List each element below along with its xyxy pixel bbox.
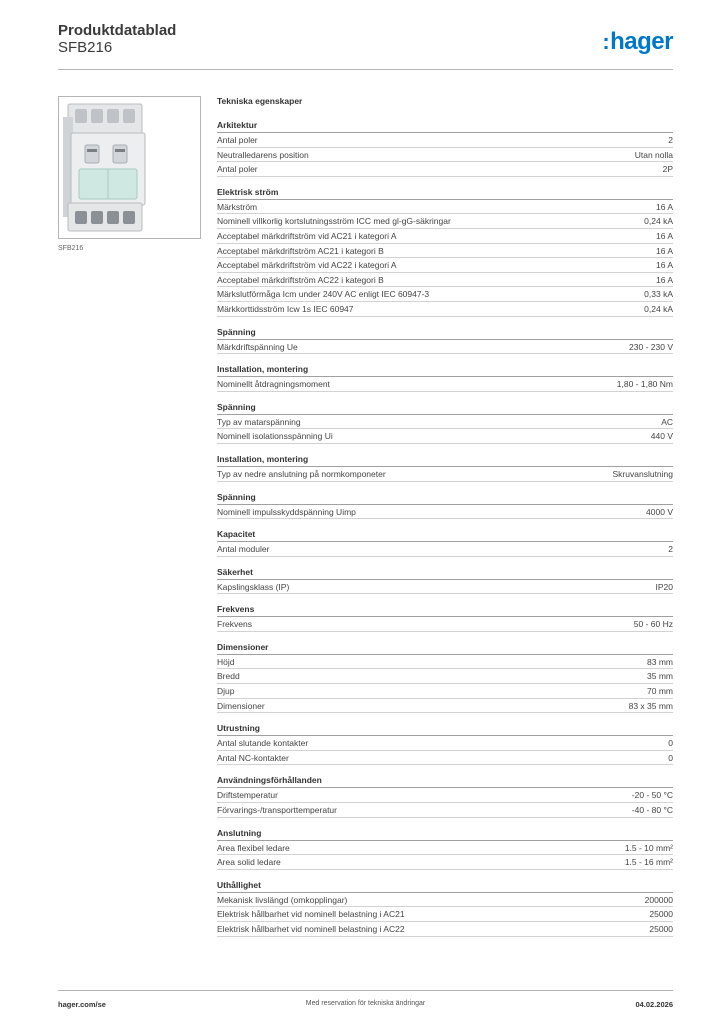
spec-section bbox=[217, 880, 673, 937]
spec-label: Typ av nedre anslutning på normkomponeter bbox=[217, 468, 386, 479]
spec-row bbox=[217, 505, 673, 520]
spec-value: 0 bbox=[668, 738, 673, 749]
spec-section bbox=[217, 492, 673, 520]
spec-label: Dimensioner bbox=[217, 700, 265, 711]
hager-logo bbox=[602, 28, 673, 56]
spec-label: Frekvens bbox=[217, 619, 252, 630]
switch-device-illustration bbox=[59, 97, 200, 238]
spec-section-title: Spänning bbox=[217, 402, 673, 415]
spec-section-title: Utrustning bbox=[217, 723, 673, 736]
spec-row bbox=[217, 229, 673, 244]
spec-value: 1,80 - 1,80 Nm bbox=[616, 379, 673, 390]
spec-row bbox=[217, 736, 673, 751]
spec-value: 440 V bbox=[650, 431, 673, 442]
spec-label: Antal slutande kontakter bbox=[217, 738, 309, 749]
spec-row bbox=[217, 751, 673, 766]
spec-value: AC bbox=[661, 416, 673, 427]
spec-value: 50 - 60 Hz bbox=[633, 619, 673, 630]
spec-label: Märkström bbox=[217, 201, 258, 212]
spec-row bbox=[217, 803, 673, 818]
spec-label: Mekanisk livslängd (omkopplingar) bbox=[217, 894, 348, 905]
spec-row bbox=[217, 377, 673, 392]
spec-label: Acceptabel märkdriftström AC21 i kategori B bbox=[217, 245, 384, 256]
spec-row bbox=[217, 669, 673, 684]
spec-value: 2 bbox=[668, 135, 673, 145]
spec-value: 230 - 230 V bbox=[629, 341, 673, 352]
spec-value: 16 A bbox=[655, 201, 673, 212]
spec-section bbox=[217, 327, 673, 355]
image-caption: SFB216 bbox=[58, 245, 84, 252]
spec-row bbox=[217, 302, 673, 317]
spec-section-title: Installation, montering bbox=[217, 454, 673, 467]
spec-label: Elektrisk hållbarhet vid nominell belastning i AC22 bbox=[217, 924, 405, 934]
spec-value: 0 bbox=[668, 752, 673, 763]
spec-label: Area solid ledare bbox=[217, 857, 281, 868]
spec-section-title: Installation, montering bbox=[217, 364, 673, 377]
page-footer bbox=[58, 990, 673, 1015]
spec-value: 70 mm bbox=[647, 686, 673, 697]
footer-disclaimer: Med reservation för tekniska ändringar bbox=[305, 1000, 426, 1007]
footer-website: hager.com/se bbox=[58, 1000, 106, 1009]
spec-label: Area flexibel ledare bbox=[217, 842, 290, 853]
spec-label: Märkslutförmåga Icm under 240V AC enligt IEC 60947-3 bbox=[217, 289, 430, 300]
spec-section bbox=[217, 529, 673, 557]
spec-row bbox=[217, 200, 673, 215]
logo-dots-icon: : bbox=[602, 29, 610, 54]
spec-label: Nominell isolationsspänning Ui bbox=[217, 431, 333, 442]
spec-label: Neutralledarens position bbox=[217, 149, 309, 160]
spec-label: Acceptabel märkdriftström vid AC22 i kategori A bbox=[217, 260, 397, 271]
spec-value: 35 mm bbox=[647, 671, 673, 682]
spec-section-title: Dimensioner bbox=[217, 642, 673, 655]
spec-label: Nominell impulsskyddspänning Uimp bbox=[217, 506, 356, 517]
spec-section bbox=[217, 723, 673, 765]
spec-section bbox=[217, 454, 673, 482]
spec-row bbox=[217, 893, 673, 908]
spec-row bbox=[217, 580, 673, 595]
spec-value: 200000 bbox=[644, 894, 673, 905]
spec-value: Skruvanslutning bbox=[612, 468, 673, 479]
spec-section bbox=[217, 364, 673, 392]
spec-row bbox=[217, 907, 673, 922]
spec-row bbox=[217, 214, 673, 229]
spec-row bbox=[217, 162, 673, 177]
spec-label: Driftstemperatur bbox=[217, 790, 278, 801]
product-image bbox=[58, 96, 201, 239]
spec-value: 4000 V bbox=[646, 506, 673, 517]
spec-label: Djup bbox=[217, 686, 235, 697]
spec-row bbox=[217, 467, 673, 482]
logo-text: hager bbox=[610, 28, 673, 55]
spec-value: 25000 bbox=[649, 909, 673, 920]
spec-label: Bredd bbox=[217, 671, 240, 682]
spec-label: Märkkorttidsström Icw 1s IEC 60947 bbox=[217, 303, 354, 314]
spec-section-title: Frekvens bbox=[217, 604, 673, 617]
spec-value: 0,33 kA bbox=[644, 289, 673, 300]
footer-date: 04.02.2026 bbox=[635, 1000, 673, 1009]
spec-value: 2P bbox=[662, 164, 673, 175]
spec-value: 16 A bbox=[655, 230, 673, 241]
spec-section bbox=[217, 775, 673, 817]
spec-value: 16 A bbox=[655, 245, 673, 256]
spec-row bbox=[217, 841, 673, 856]
spec-label: Förvarings-/transporttemperatur bbox=[217, 805, 337, 816]
spec-row bbox=[217, 244, 673, 259]
spec-section bbox=[217, 604, 673, 632]
spec-row bbox=[217, 699, 673, 714]
spec-section bbox=[217, 828, 673, 870]
spec-row bbox=[217, 133, 673, 148]
spec-label: Antal poler bbox=[217, 135, 258, 145]
spec-value: 1.5 - 16 mm² bbox=[624, 857, 673, 868]
spec-section bbox=[217, 402, 673, 444]
document-title: Produktdatablad bbox=[58, 22, 177, 39]
spec-label: Typ av matarspänning bbox=[217, 416, 301, 427]
spec-section bbox=[217, 642, 673, 713]
spec-label: Acceptabel märkdriftström vid AC21 i kategori A bbox=[217, 230, 397, 241]
technical-specifications bbox=[217, 96, 673, 937]
product-code: SFB216 bbox=[58, 39, 113, 56]
spec-section-title: Säkerhet bbox=[217, 567, 673, 580]
spec-section bbox=[217, 567, 673, 595]
spec-label: Märkdriftspänning Ue bbox=[217, 341, 298, 352]
spec-label: Antal moduler bbox=[217, 544, 270, 555]
spec-section-title: Spänning bbox=[217, 327, 673, 340]
spec-label: Nominellt åtdragningsmoment bbox=[217, 379, 330, 390]
spec-value: -40 - 80 °C bbox=[631, 805, 673, 816]
spec-value: 2 bbox=[668, 544, 673, 555]
spec-label: Kapslingsklass (IP) bbox=[217, 581, 290, 592]
spec-row bbox=[217, 922, 673, 937]
spec-row bbox=[217, 429, 673, 444]
spec-label: Antal NC-kontakter bbox=[217, 752, 289, 763]
spec-value: 16 A bbox=[655, 260, 673, 271]
spec-row bbox=[217, 258, 673, 273]
spec-value: IP20 bbox=[655, 581, 673, 592]
specs-title: Tekniska egenskaper bbox=[217, 96, 303, 106]
spec-section-title: Spänning bbox=[217, 492, 673, 505]
spec-label: Nominell villkorlig kortslutningsström ICC med gl-gG-säkringar bbox=[217, 216, 451, 227]
spec-row bbox=[217, 148, 673, 163]
spec-value: 0,24 kA bbox=[644, 216, 673, 227]
spec-value: 83 x 35 mm bbox=[628, 700, 673, 711]
spec-section-title: Kapacitet bbox=[217, 529, 673, 542]
spec-section-title: Elektrisk ström bbox=[217, 187, 673, 200]
spec-row bbox=[217, 855, 673, 870]
spec-section bbox=[217, 120, 673, 177]
spec-label: Elektrisk hållbarhet vid nominell belastning i AC21 bbox=[217, 909, 405, 920]
spec-row bbox=[217, 273, 673, 288]
spec-value: Utan nolla bbox=[634, 149, 673, 160]
spec-row bbox=[217, 788, 673, 803]
spec-section-title: Uthållighet bbox=[217, 880, 673, 893]
spec-row bbox=[217, 287, 673, 302]
spec-value: 16 A bbox=[655, 274, 673, 285]
spec-row bbox=[217, 617, 673, 632]
spec-row bbox=[217, 415, 673, 430]
spec-label: Antal poler bbox=[217, 164, 258, 175]
spec-value: 83 mm bbox=[647, 656, 673, 667]
spec-value: 25000 bbox=[649, 924, 673, 934]
spec-label: Höjd bbox=[217, 656, 235, 667]
spec-row bbox=[217, 655, 673, 670]
spec-label: Acceptabel märkdriftström AC22 i kategori B bbox=[217, 274, 384, 285]
spec-value: -20 - 50 °C bbox=[631, 790, 673, 801]
spec-section-title: Användningsförhållanden bbox=[217, 775, 673, 788]
page-header bbox=[58, 22, 673, 70]
spec-row bbox=[217, 542, 673, 557]
spec-row bbox=[217, 340, 673, 355]
spec-row bbox=[217, 684, 673, 699]
spec-value: 1.5 - 10 mm² bbox=[624, 842, 673, 853]
spec-section-title: Arkitektur bbox=[217, 120, 673, 133]
spec-section-title: Anslutning bbox=[217, 828, 673, 841]
spec-value: 0,24 kA bbox=[644, 303, 673, 314]
spec-section bbox=[217, 187, 673, 317]
